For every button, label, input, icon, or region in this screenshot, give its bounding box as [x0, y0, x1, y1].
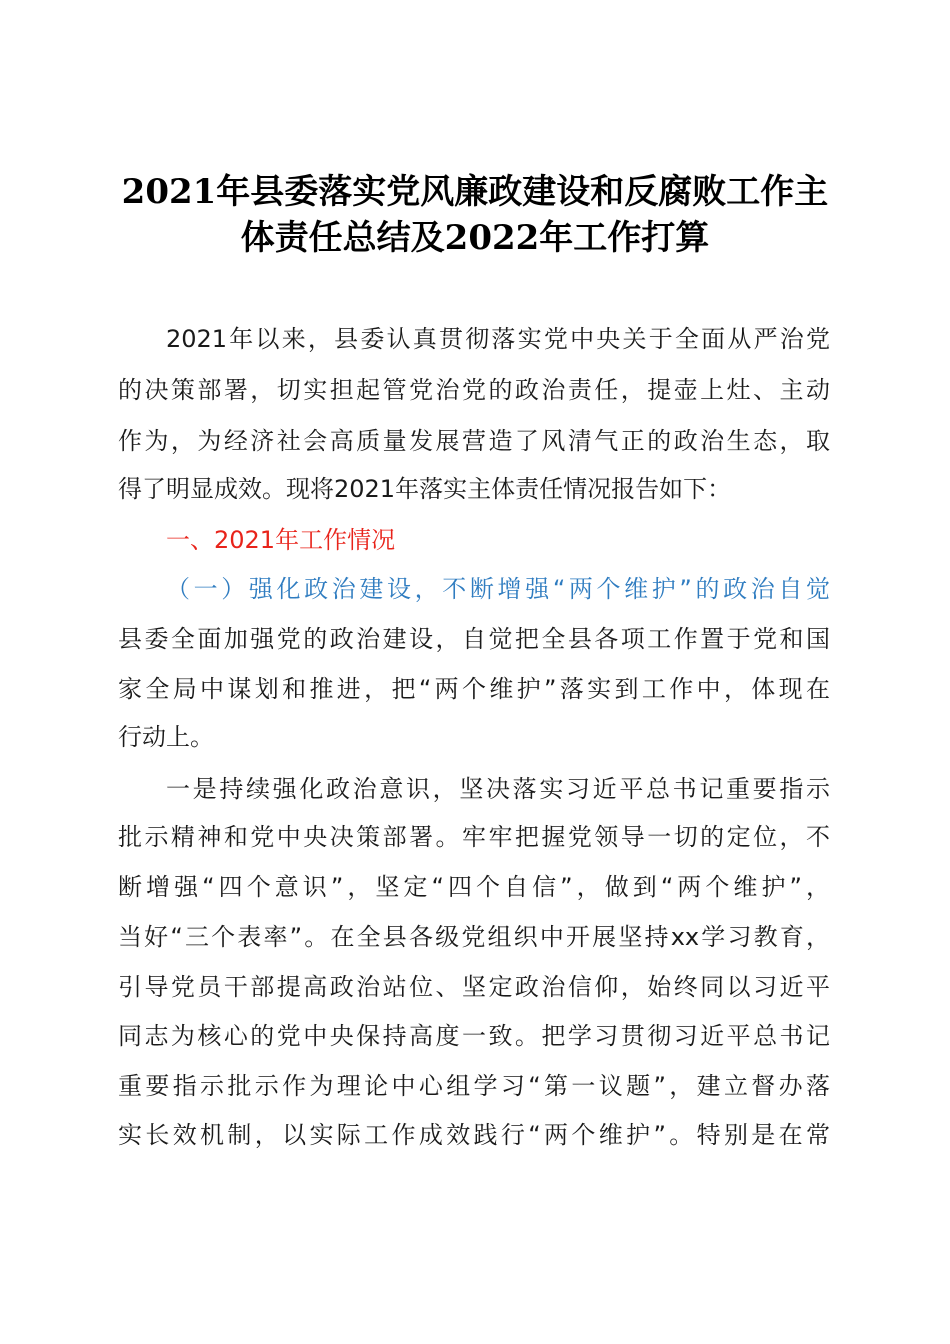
paragraph-line: 断增强“四个意识”，坚定“四个自信”，做到“两个维护”， — [118, 873, 830, 901]
intro-line: 2021年以来，县委认真贯彻落实党中央关于全面从严治党 — [166, 325, 830, 353]
paragraph-line: 行动上。 — [118, 723, 214, 751]
section-heading: 一、2021年工作情况 — [166, 526, 396, 554]
paragraph-line: 当好“三个表率”。在全县各级党组织中开展坚持xx学习教育， — [118, 923, 830, 951]
paragraph-line: 实长效机制，以实际工作成效践行“两个维护”。特别是在常 — [118, 1121, 830, 1149]
paragraph-line: 批示精神和党中央决策部署。牢牢把握党领导一切的定位，不 — [118, 823, 830, 851]
intro-line: 得了明显成效。现将2021年落实主体责任情况报告如下： — [118, 475, 732, 503]
paragraph-line: 引导党员干部提高政治站位、坚定政治信仰，始终同以习近平 — [118, 973, 830, 1001]
subsection-heading: （一）强化政治建设，不断增强“两个维护”的政治自觉 — [166, 575, 830, 603]
intro-line: 的决策部署，切实担起管党治党的政治责任，提壶上灶、主动 — [118, 376, 830, 404]
document-title-line-2: 体责任总结及2022年工作打算 — [240, 218, 710, 258]
paragraph-line: 同志为核心的党中央保持高度一致。把学习贯彻习近平总书记 — [118, 1022, 830, 1050]
intro-line: 作为，为经济社会高质量发展营造了风清气正的政治生态，取 — [118, 427, 830, 455]
paragraph-line: 重要指示批示作为理论中心组学习“第一议题”，建立督办落 — [118, 1072, 830, 1100]
paragraph-line: 县委全面加强党的政治建设，自觉把全县各项工作置于党和国 — [118, 625, 830, 653]
document-title-line-1: 2021年县委落实党风廉政建设和反腐败工作主 — [121, 172, 829, 212]
paragraph-line: 一是持续强化政治意识，坚决落实习近平总书记重要指示 — [166, 775, 830, 803]
paragraph-line: 家全局中谋划和推进，把“两个维护”落实到工作中，体现在 — [118, 675, 830, 703]
